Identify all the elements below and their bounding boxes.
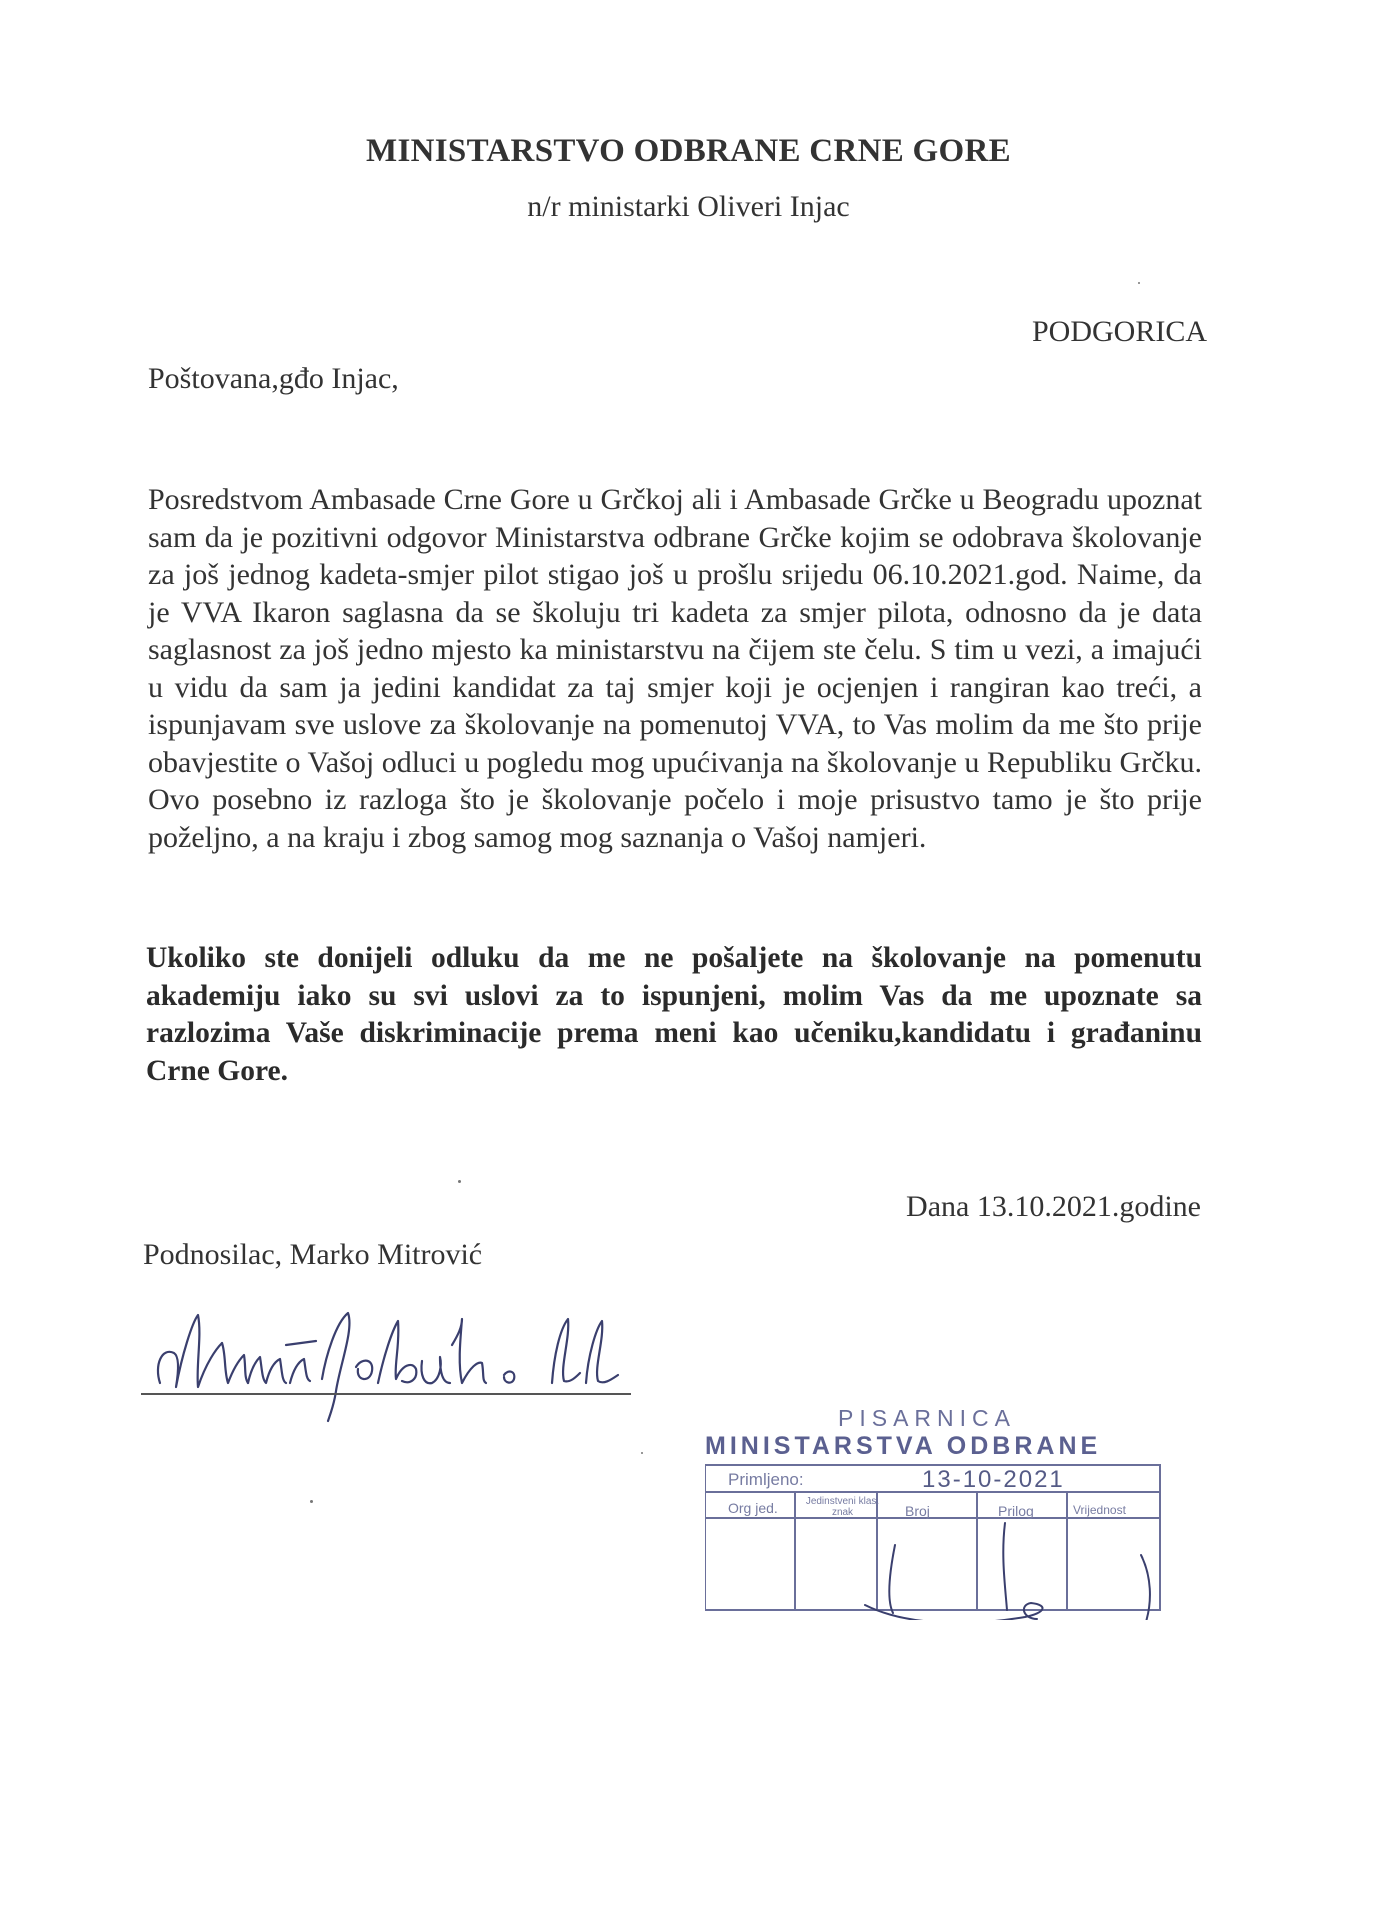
scan-speck (458, 1180, 461, 1183)
stamp-title-1: PISARNICA (838, 1405, 1016, 1431)
city-line: PODGORICA (1031, 315, 1207, 348)
date-line: Dana 13.10.2021.godine (906, 1190, 1201, 1223)
signature-line (141, 1393, 631, 1395)
stamp-col-class: Jedinstveni klas. znak (805, 1496, 880, 1518)
scan-speck (1138, 282, 1140, 284)
scan-speck (310, 1500, 313, 1503)
scan-speck (641, 1452, 643, 1454)
stamp-col-attachment: Prilog (998, 1503, 1034, 1519)
stamp-received-label: Primljeno: (728, 1470, 804, 1489)
handwritten-signature (140, 1295, 640, 1425)
stamp-col-value: Vrijednost (1073, 1503, 1126, 1517)
stamp-col-number: Broj (905, 1503, 930, 1519)
body-paragraph: Posredstvom Ambasade Crne Gore u Grčkoj ali i Ambasade Grčke u Beogradu upoznat sam da je pozitivni odgovor Ministarstva odbrane Grčke kojim se odobrava školovanje za još jednog kadeta-smjer pilot stigao još u prošlu srijedu 06.10.2021.god. Naime, da je VVA Ikaron saglasna da se školuju tri kadeta za smjer pilota, odnosno da je data saglasnost za još jedno mjesto ka ministarstvu na čijem ste čelu. S tim u vezi, a imajući u vidu da sam ja jedini kandidat za taj smjer koji je ocjenjen i rangiran kao treći, a ispunjavam sve uslove za školovanje na pomenutoj VVA, to Vas molim da me što prije obavjestite o Vašoj odluci u pogledu mog upućivanja na školovanje u Republiku Grčku. Ovo posebno iz razloga što je školovanje počelo i moje prisustvo tamo je što prije poželjno, a na kraju i zbog samog mog saznanja o Vašoj namjeri. (148, 483, 1202, 854)
submitter-line: Podnosilac, Marko Mitrović (143, 1238, 483, 1271)
salutation: Poštovana,gđo Injac, (148, 362, 399, 395)
stamp-col-org: Org jed. (728, 1500, 778, 1516)
stamp-received-date: 13-10-2021 (922, 1466, 1065, 1493)
attention-line: n/r ministarki Oliveri Injac (527, 190, 850, 223)
stamp-title-2: MINISTARSTVA ODBRANE (705, 1432, 1102, 1460)
bold-paragraph: Ukoliko ste donijeli odluku da me ne pošaljete na školovanje na pomenutu akademiju iako su svi uslovi za to ispunjeni, molim Vas da me upoznate sa razlozima Vaše diskriminacije prema meni kao učeniku,kandidatu i građaninu Crne Gore. (146, 942, 1202, 1087)
ministry-heading: MINISTARSTVO ODBRANE CRNE GORE (366, 133, 1011, 169)
